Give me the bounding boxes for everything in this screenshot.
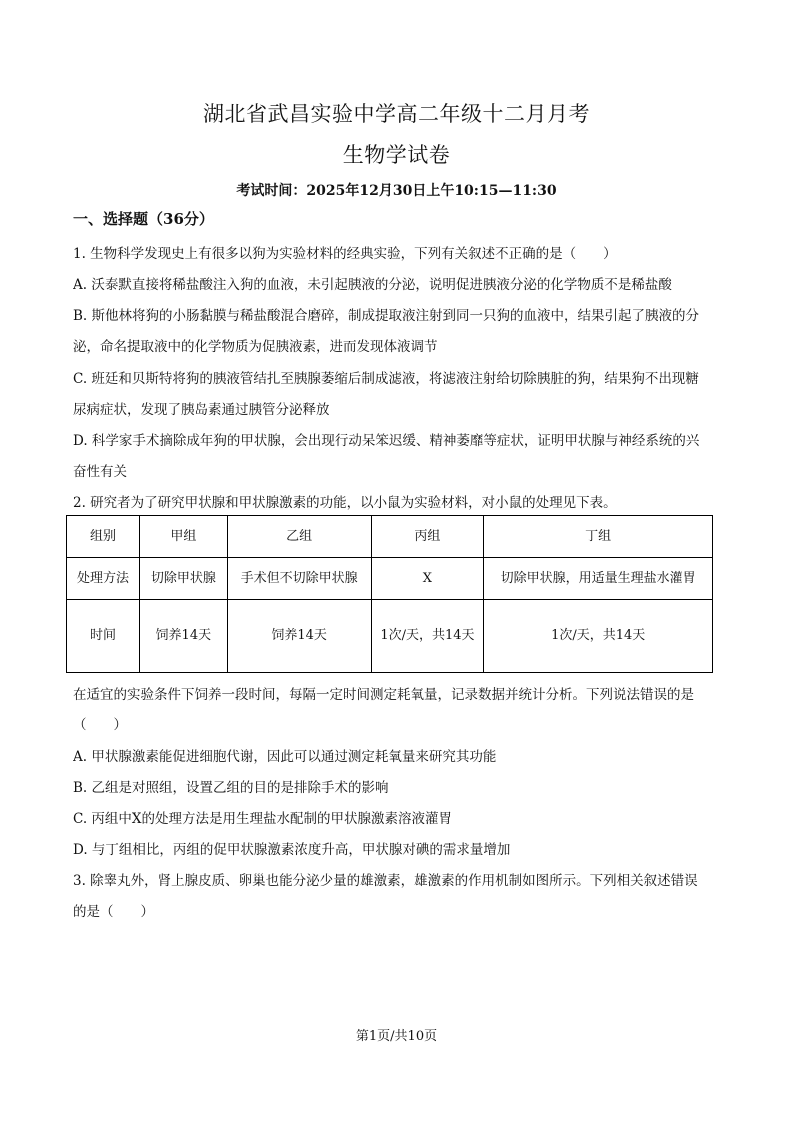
table-cell: 饲养14天 <box>227 600 371 673</box>
table-cell: 丁组 <box>484 516 713 558</box>
table-row <box>67 600 713 673</box>
table-cell: 甲组 <box>139 516 227 558</box>
table-cell: 切除甲状腺，用适量生理盐水灌胃 <box>484 558 713 600</box>
question-3-stem-line2: 的是（ ） <box>73 904 154 920</box>
page-number: 第1页/共10页 <box>355 1029 438 1044</box>
table-cell: 乙组 <box>227 516 371 558</box>
question-3-stem-line1: 3. 除睾丸外，肾上腺皮质、卵巢也能分泌少量的雄激素，雄激素的作用机制如图所示。下列相关叙述错误 <box>73 873 698 889</box>
question-1-stem: 1. 生物科学发现史上有很多以狗为实验材料的经典实验，下列有关叙述不正确的是（ ） <box>73 246 617 262</box>
question-2-option-c: C. 丙组中X的处理方法是用生理盐水配制的甲状腺激素溶液灌胃 <box>73 811 453 827</box>
table-cell: 丙组 <box>371 516 484 558</box>
table-cell: 饲养14天 <box>139 600 227 673</box>
question-2-option-b: B. 乙组是对照组，设置乙组的目的是排除手术的影响 <box>73 780 389 796</box>
table-cell: 处理方法 <box>67 558 140 600</box>
exam-subtitle: 生物学试卷 <box>342 143 451 167</box>
section-heading: 一、选择题（36分） <box>73 210 214 228</box>
question-1-option-b-line1: B. 斯他林将狗的小肠黏膜与稀盐酸混合磨碎，制成提取液注射到同一只狗的血液中，结果引起了胰液的分 <box>73 308 700 324</box>
question-2-option-d: D. 与丁组相比，丙组的促甲状腺激素浓度升高，甲状腺对碘的需求量增加 <box>73 842 511 858</box>
table-cell: X <box>371 558 484 600</box>
question-1-option-c-line2: 尿病症状，发现了胰岛素通过胰管分泌释放 <box>73 402 330 418</box>
table-header-row <box>67 516 713 558</box>
table-cell: 时间 <box>67 600 140 673</box>
table-cell: 组别 <box>67 516 140 558</box>
question-1-option-d-line2: 奋性有关 <box>73 464 127 480</box>
question-1-option-a: A. 沃泰默直接将稀盐酸注入狗的血液，未引起胰液的分泌，说明促进胰液分泌的化学物质不是稀盐酸 <box>73 277 672 293</box>
question-1-option-d-line1: D. 科学家手术摘除成年狗的甲状腺，会出现行动呆笨迟缓、精神萎靡等症状，证明甲状腺与神经系统的兴 <box>73 433 700 449</box>
exam-title: 湖北省武昌实验中学高二年级十二月月考 <box>203 102 590 126</box>
question-2-stem: 2. 研究者为了研究甲状腺和甲状腺激素的功能，以小鼠为实验材料，对小鼠的处理见下表。 <box>73 495 617 511</box>
exam-time: 考试时间：2025年12月30日上午10:15—11:30 <box>236 183 557 199</box>
table-row <box>67 558 713 600</box>
question-1-option-b-line2: 泌，命名提取液中的化学物质为促胰液素，进而发现体液调节 <box>73 339 438 355</box>
table-cell: 切除甲状腺 <box>139 558 227 600</box>
table-cell: 手术但不切除甲状腺 <box>227 558 371 600</box>
question-2-text-line1: 在适宜的实验条件下饲养一段时间，每隔一定时间测定耗氧量，记录数据并统计分析。下列说法错误的是 <box>73 687 694 703</box>
question-2-text-line2: （ ） <box>73 717 127 733</box>
table-cell: 1次/天，共14天 <box>371 600 484 673</box>
question-1-option-c-line1: C. 班廷和贝斯特将狗的胰液管结扎至胰腺萎缩后制成滤液，将滤液注射给切除胰脏的狗，结果狗不出现糖 <box>73 371 699 387</box>
table-cell: 1次/天，共14天 <box>484 600 713 673</box>
question-2-option-a: A. 甲状腺激素能促进细胞代谢，因此可以通过测定耗氧量来研究其功能 <box>73 749 497 765</box>
experiment-table <box>66 515 713 673</box>
